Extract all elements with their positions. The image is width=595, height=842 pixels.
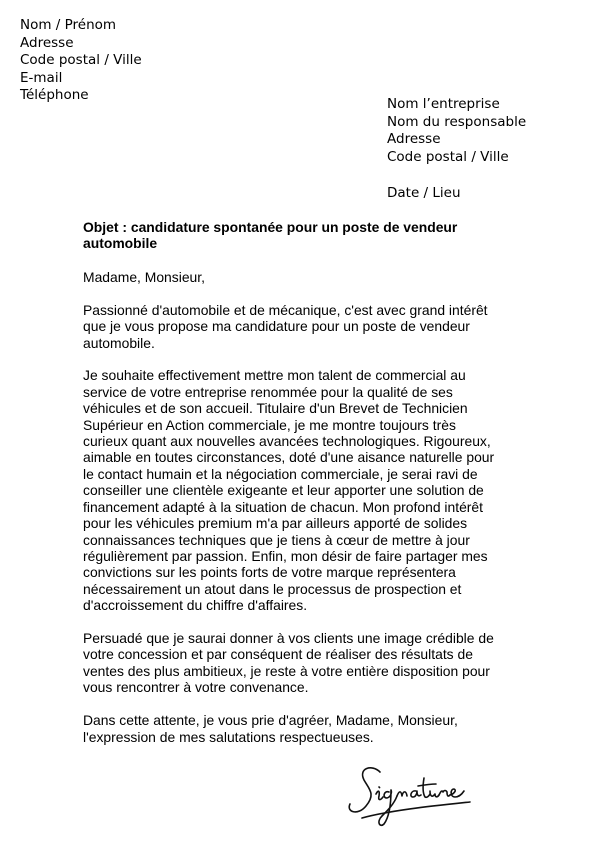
sender-name: Nom / Prénom bbox=[20, 17, 117, 33]
letter-subject bbox=[83, 219, 513, 252]
paragraph-line: vous rencontrer à votre convenance. bbox=[83, 679, 309, 696]
paragraph-line: automobile. bbox=[83, 334, 155, 351]
date-place: Date / Lieu bbox=[387, 185, 461, 201]
recipient-postal-city: Code postal / Ville bbox=[387, 148, 509, 165]
paragraph-line: curieux quant aux nouvelles avancées technologiques. Rigoureux, bbox=[83, 433, 491, 450]
paragraph-line: service de votre entreprise renommée pour la qualité de ses bbox=[83, 383, 453, 400]
paragraph-line: le contact humain et la négociation commerciale, je serai ravi de bbox=[83, 465, 478, 482]
subject-line: Objet : candidature spontanée pour un poste de vendeur bbox=[83, 219, 458, 235]
recipient-manager: Nom du responsable bbox=[387, 113, 527, 130]
paragraph-line: connaissances techniques que je tiens à cœur de mettre à jour bbox=[83, 531, 470, 548]
paragraph-line: convictions sur les points forts de votre marque représentera bbox=[83, 564, 456, 581]
paragraph-line: ventes des plus ambitieux, je reste à votre entière disposition pour bbox=[83, 662, 490, 679]
paragraph-line: Je souhaite effectivement mettre mon talent de commercial au bbox=[83, 367, 466, 384]
paragraph-line: financement adapté à la situation de chacun. Mon profond intérêt bbox=[83, 498, 484, 515]
paragraph-line: Supérieur en Action commerciale, je me montre toujours très bbox=[83, 416, 456, 433]
sender-address: Adresse bbox=[20, 34, 74, 51]
letter-body bbox=[83, 219, 513, 761]
paragraph-line: l'expression de mes salutations respectueuses. bbox=[83, 728, 374, 745]
salutation bbox=[83, 269, 513, 285]
subject-line: automobile bbox=[83, 235, 158, 252]
salutation-line: Madame, Monsieur, bbox=[83, 268, 205, 285]
paragraph-line: aimable en toutes circonstances, doté d'une aisance naturelle pour bbox=[83, 449, 495, 466]
paragraph-line: conseiller une clientèle exigeante et leur apporter une solution de bbox=[83, 482, 484, 499]
paragraph-line: pour les véhicules premium m'a par ailleurs apporté de solides bbox=[83, 515, 468, 532]
paragraph-closing bbox=[83, 712, 513, 745]
recipient-block bbox=[387, 96, 526, 166]
paragraph-line: Dans cette attente, je vous prie d'agréer, Madame, Monsieur, bbox=[83, 712, 458, 729]
paragraph-line: véhicules et de son accueil. Titulaire d'un Brevet de Technicien bbox=[83, 400, 468, 417]
paragraph-line: nécessairement un atout dans le processus de prospection et bbox=[83, 580, 462, 597]
paragraph-line: Passionné d'automobile et de mécanique, c'est avec grand intérêt bbox=[83, 301, 488, 318]
paragraph-line: votre concession et par conséquent de réaliser des résultats de bbox=[83, 646, 473, 663]
paragraph-line: que je vous propose ma candidature pour un poste de vendeur bbox=[83, 318, 470, 335]
paragraph-line: Persuadé que je saurai donner à vos clients une image crédible de bbox=[83, 630, 494, 647]
recipient-address: Adresse bbox=[387, 131, 441, 148]
paragraph-intro bbox=[83, 302, 513, 351]
sender-block bbox=[20, 17, 142, 105]
sender-postal-city: Code postal / Ville bbox=[20, 52, 142, 69]
sender-phone: Téléphone bbox=[20, 87, 89, 104]
paragraph-line: d'accroissement du chiffre d'affaires. bbox=[83, 597, 308, 614]
handwritten-signature bbox=[342, 760, 492, 835]
sender-email: E-mail bbox=[20, 69, 63, 86]
recipient-company: Nom l’entreprise bbox=[387, 96, 500, 112]
paragraph-line: régulièrement par passion. Enfin, mon désir de faire partager mes bbox=[83, 547, 488, 564]
paragraph-motivation bbox=[83, 367, 513, 613]
paragraph-availability bbox=[83, 630, 513, 696]
